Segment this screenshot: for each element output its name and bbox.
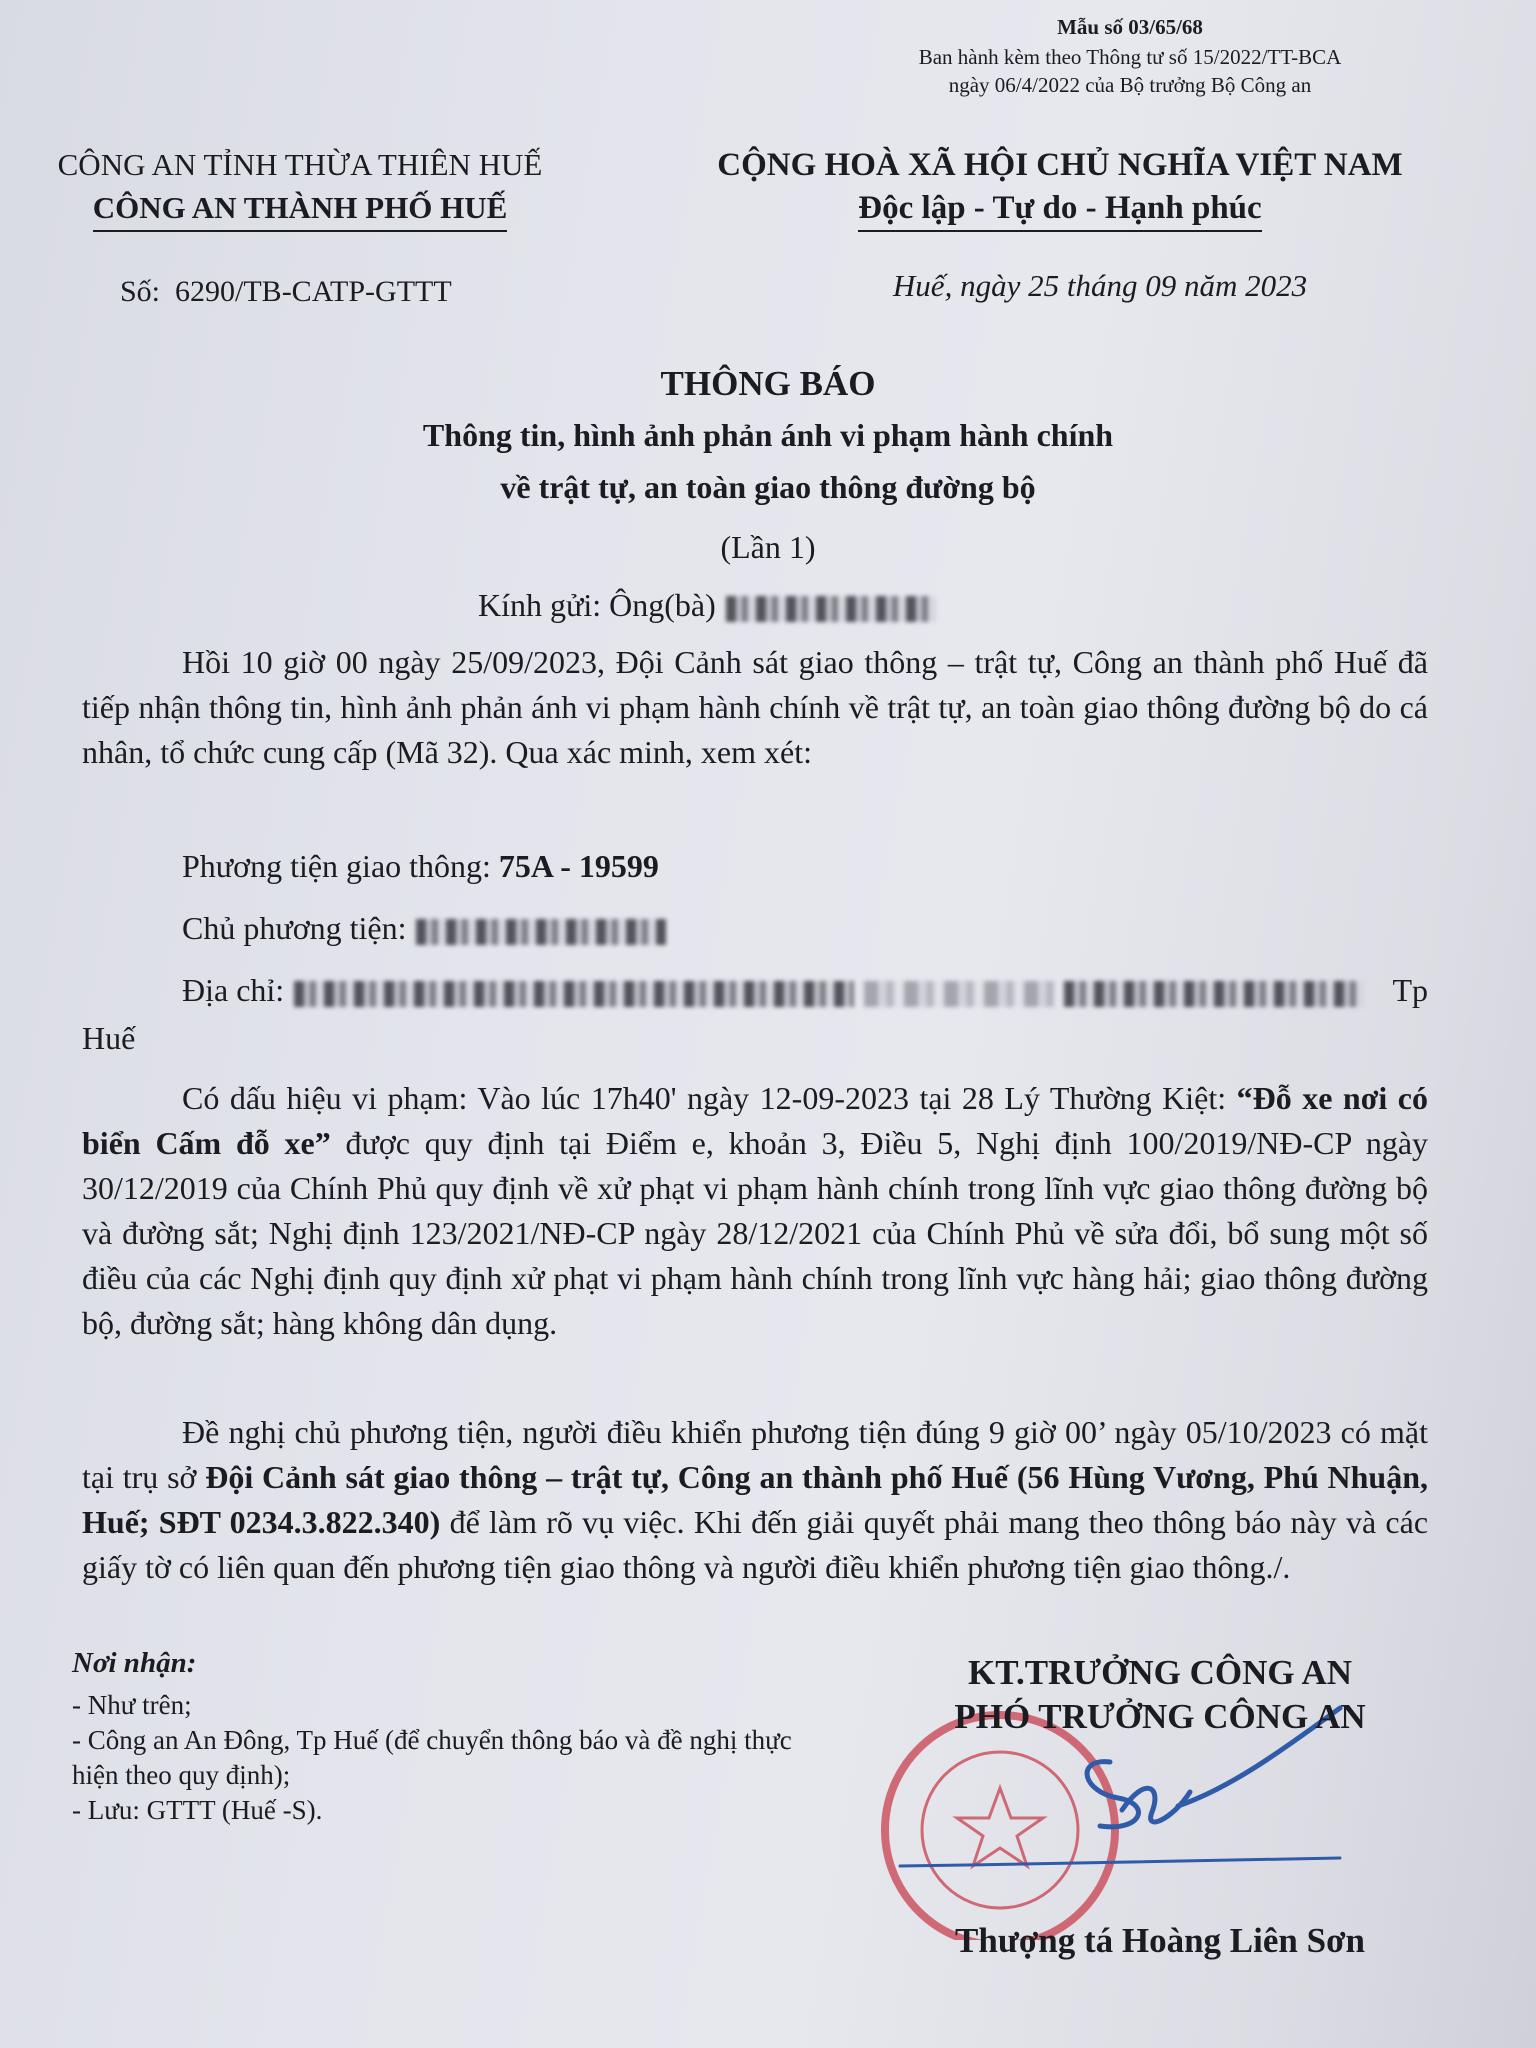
address-wrap: Huế	[82, 1020, 136, 1056]
recipients-heading: Nơi nhận:	[72, 1647, 197, 1679]
national-motto	[660, 188, 1460, 232]
request-part2: để làm rõ vụ việc. Khi đến giải quyết phải mang theo thông báo này và các giấy tờ có liên quan đến phương tiện giao thông và người điều khiển phương tiện giao thông./.	[82, 1504, 1429, 1585]
violation-prefix: Có dấu hiệu vi phạm: Vào lúc 17h40' ngày 12-09-2023 tại 28 Lý Thường Kiệt:	[182, 1080, 1227, 1116]
addressee-line	[478, 584, 936, 626]
document-subtitle-1: Thông tin, hình ảnh phản ánh vi phạm hành chính	[422, 417, 1114, 453]
vehicle-label: Phương tiện giao thông:	[182, 848, 491, 884]
signature-title-1: KT.TRƯỞNG CÔNG AN	[967, 1653, 1353, 1692]
signer-name: Thượng tá Hoàng Liên Sơn	[955, 1921, 1365, 1960]
redacted-owner	[416, 919, 666, 945]
signature-title-2: PHÓ TRƯỞNG CÔNG AN	[954, 1697, 1366, 1736]
violation-legal-basis: được quy định tại Điểm e, khoản 3, Điều 5, Nghị định 100/2019/NĐ-CP ngày 30/12/2019 của Chính Phủ quy định về xử phạt vi phạm hành chính trong lĩnh vực giao thông đường bộ và đường sắt; Nghị định 123/2021/NĐ-CP ngày 28/12/2021 của Chính Phủ về sửa đổi, bổ sung một số điều của các Nghị định quy định xử phạt vi phạm hành chính trong lĩnh vực hàng hải; giao thông đường bộ, đường sắt; hàng không dân dụng.	[82, 1125, 1429, 1341]
issuer-province: CÔNG AN TỈNH THỪA THIÊN HUẾ	[57, 147, 543, 182]
owner-label: Chủ phương tiện:	[182, 910, 407, 946]
vehicle-line	[182, 844, 659, 889]
vehicle-plate: 75A - 19599	[498, 848, 659, 884]
recipients-list	[72, 1688, 792, 1828]
recipient-item: - Lưu: GTTT (Huế -S).	[72, 1795, 323, 1825]
redacted-address-2	[864, 981, 1054, 1007]
request-part1: Đề nghị chủ phương tiện, người điều khiển phương tiện đúng 9 giờ 00’ ngày 05/10/2023 có mặt tại trụ sở	[82, 1414, 1428, 1495]
form-code: Mẫu số 03/65/68	[1057, 15, 1203, 39]
request-paragraph	[82, 1410, 1428, 1590]
violation-act: “Đỗ xe nơi có biển Cấm đỗ xe”	[82, 1080, 1429, 1161]
recipient-item: - Như trên;	[72, 1690, 192, 1720]
place-date: Huế, ngày 25 tháng 09 năm 2023	[892, 268, 1308, 303]
document-number: Số: 6290/TB-CATP-GTTT	[120, 275, 452, 308]
violation-paragraph	[82, 1076, 1428, 1346]
issuer-city-text: CÔNG AN THÀNH PHỐ HUẾ	[93, 188, 508, 232]
form-basis-line1: Ban hành kèm theo Thông tư số 15/2022/TT-BCA	[918, 45, 1342, 69]
redacted-addressee	[726, 596, 936, 622]
national-motto-text: Độc lập - Tự do - Hạnh phúc	[858, 188, 1261, 232]
stamp-icon	[885, 1715, 1115, 1940]
request-office: Đội Cảnh sát giao thông – trật tự, Công an thành phố Huế (56 Hùng Vương, Phú Nhuận, Huế; SĐT 0234.3.822.340)	[82, 1459, 1429, 1540]
document-title: THÔNG BÁO	[660, 364, 876, 403]
address-label: Địa chỉ:	[182, 972, 285, 1008]
form-basis-line2: ngày 06/4/2022 của Bộ trưởng Bộ Công an	[948, 73, 1312, 97]
national-name: CỘNG HOÀ XÃ HỘI CHỦ NGHĨA VIỆT NAM	[717, 147, 1403, 183]
redacted-address-1	[294, 981, 854, 1007]
addressee-label: Kính gửi: Ông(bà)	[478, 587, 716, 623]
address-line	[182, 968, 1428, 1013]
document-subtitle-2: về trật tự, an toàn giao thông đường bộ	[500, 469, 1036, 505]
intro-paragraph: Hồi 10 giờ 00 ngày 25/09/2023, Đội Cảnh sát giao thông – trật tự, Công an thành phố Huế đã tiếp nhận thông tin, hình ảnh phản ánh vi phạm hành chính về trật tự, an toàn giao thông đường bộ do cá nhân, tổ chức cung cấp (Mã 32). Qua xác minh, xem xét:	[82, 644, 1428, 770]
owner-line	[182, 906, 666, 951]
recipient-item: - Công an An Đông, Tp Huế (để chuyển thông báo và đề nghị thực hiện theo quy định);	[72, 1725, 792, 1790]
notice-round: (Lần 1)	[720, 529, 816, 565]
address-tail: Tp	[1392, 972, 1428, 1008]
redacted-address-3	[1064, 981, 1364, 1007]
issuer-city	[20, 188, 580, 232]
